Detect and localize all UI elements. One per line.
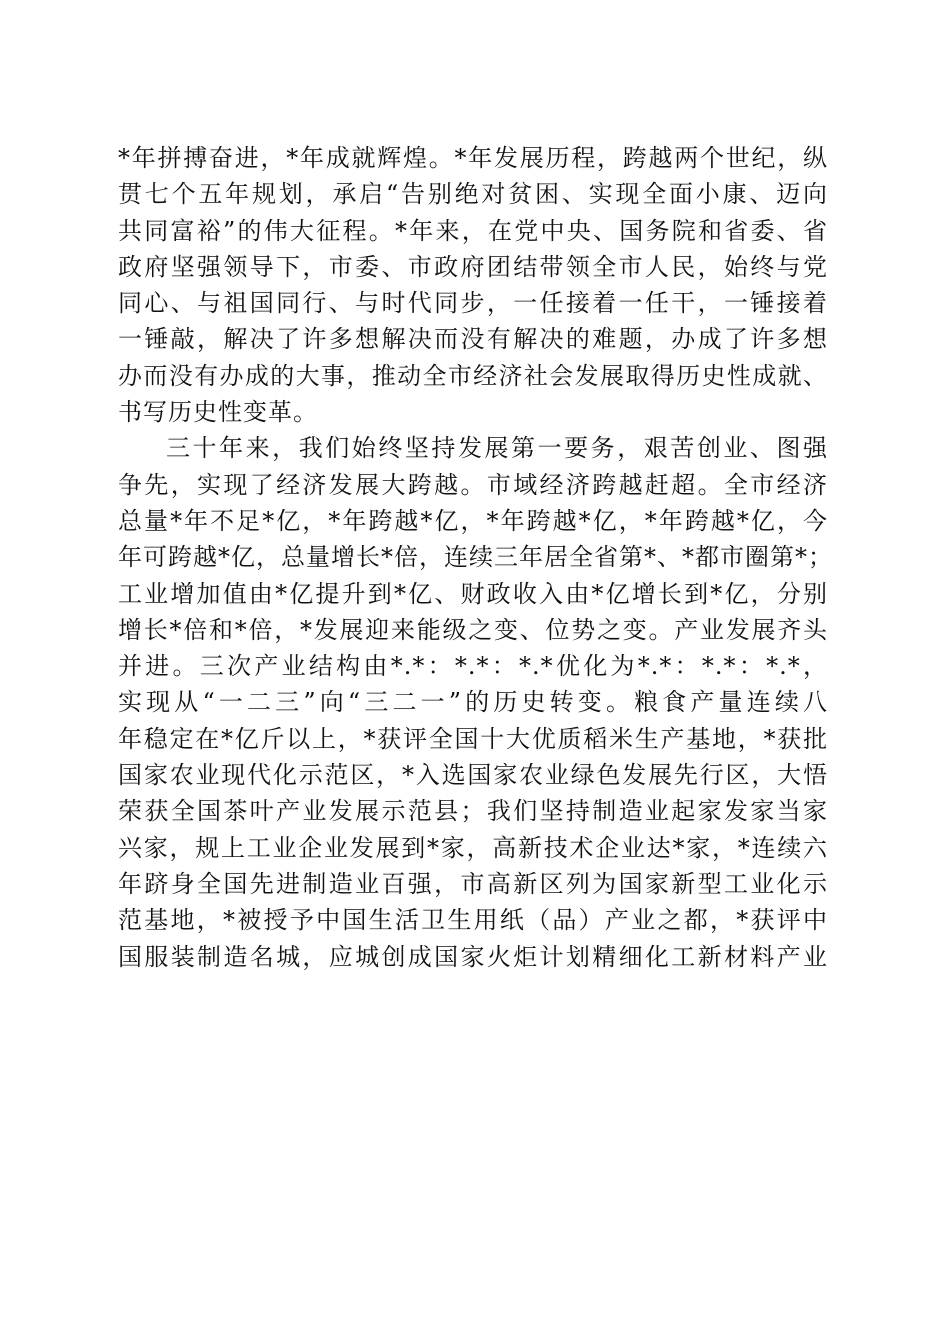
text-line: 共同富裕”的伟大征程。*年来，在党中央、国务院和省委、省 (118, 216, 828, 245)
text-line: 政府坚强领导下，市委、市政府团结带领全市人民，始终与党 (118, 252, 828, 281)
text-line: 兴家，规上工业企业发展到*家，高新技术企业达*家，*连续六 (118, 833, 828, 862)
text-line: 总量*年不足*亿，*年跨越*亿，*年跨越*亿，*年跨越*亿，今 (118, 506, 828, 535)
text-line: *年拼搏奋进，*年成就辉煌。*年发展历程，跨越两个世纪，纵 (118, 144, 828, 172)
text-line: 工业增加值由*亿提升到*亿、财政收入由*亿增长到*亿，分别 (118, 579, 828, 608)
text-line: 办而没有办成的大事，推动全市经济社会发展取得历史性成就、 (118, 361, 828, 390)
text-line: 三十年来，我们始终坚持发展第一要务，艰苦创业、图强 (166, 434, 828, 463)
text-line: 荣获全国茶叶产业发展示范县；我们坚持制造业起家发家当家 (118, 797, 828, 826)
text-line: 争先，实现了经济发展大跨越。市域经济跨越赶超。全市经济 (118, 470, 828, 499)
text-line: 书写历史性变革。 (118, 398, 318, 427)
text-line: 同心、与祖国同行、与时代同步，一任接着一任干，一锤接着 (118, 289, 828, 318)
text-line: 范基地，*被授予中国生活卫生用纸（品）产业之都，*获评中 (118, 906, 828, 935)
text-line: 国家农业现代化示范区，*入选国家农业绿色发展先行区，大悟 (118, 761, 828, 790)
text-line: 年稳定在*亿斤以上，*获评全国十大优质稻米生产基地，*获批 (118, 724, 828, 753)
text-line: 实现从“一二三”向“三二一”的历史转变。粮食产量连续八 (118, 688, 828, 717)
paragraph-1 (118, 140, 828, 430)
text-line: 一锤敲，解决了许多想解决而没有解决的难题，办成了许多想 (118, 325, 828, 354)
text-line: 国服装制造名城，应城创成国家火炬计划精细化工新材料产业 (118, 942, 828, 971)
text-line: 年跻身全国先进制造业百强，市高新区列为国家新型工业化示 (118, 869, 828, 898)
paragraph-2 (118, 430, 833, 974)
text-line: 并进。三次产业结构由*.*：*.*：*.*优化为*.*：*.*：*.*， (118, 652, 828, 681)
text-line: 增长*倍和*倍，*发展迎来能级之变、位势之变。产业发展齐头 (118, 615, 828, 644)
text-line: 年可跨越*亿，总量增长*倍，连续三年居全省第*、*都市圈第*； (118, 543, 833, 572)
body-text (118, 140, 833, 975)
text-line: 贯七个五年规划，承启“告别绝对贫困、实现全面小康、迈向 (118, 180, 828, 209)
